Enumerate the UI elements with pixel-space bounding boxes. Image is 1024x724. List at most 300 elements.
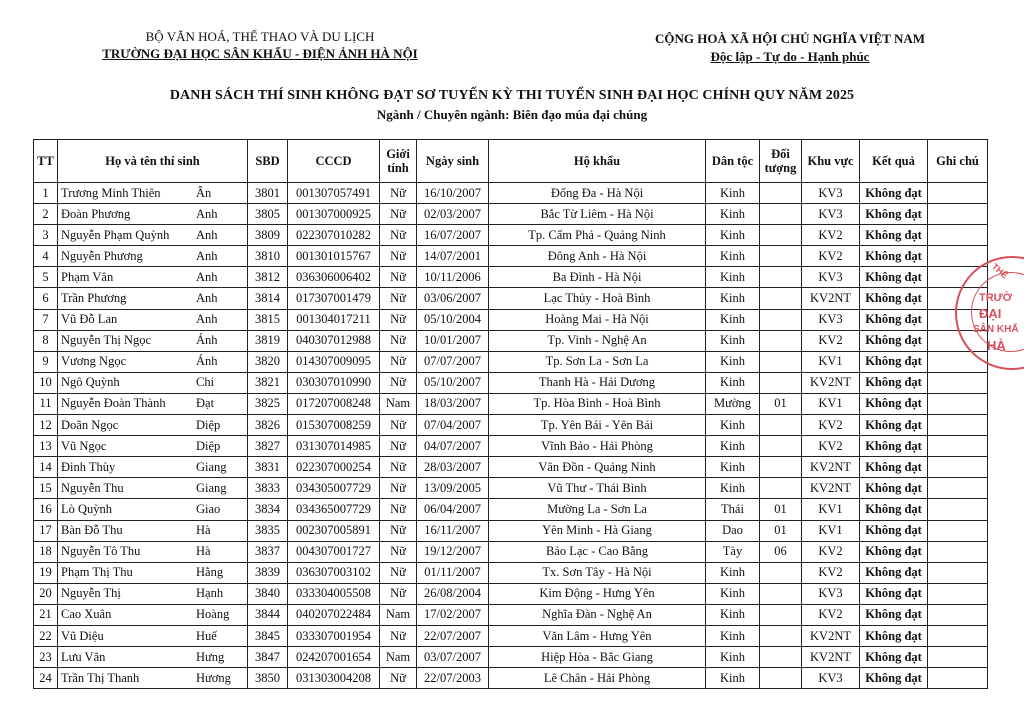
table-row [34, 541, 988, 562]
cell-gender: Nữ [380, 372, 417, 393]
cell-result: Không đạt [860, 309, 928, 330]
cell-dob: 13/09/2005 [417, 478, 489, 499]
cell-name [58, 478, 248, 499]
cell-ethnicity: Tày [706, 541, 760, 562]
cell-hometown: Ba Đình - Hà Nội [489, 267, 706, 288]
cell-result: Không đạt [860, 668, 928, 689]
given-name: Hưng [196, 649, 225, 664]
cell-gender: Nữ [380, 204, 417, 225]
cell-tt: 14 [34, 457, 58, 478]
cell-name [58, 246, 248, 267]
cell-hometown: Tp. Yên Bái - Yên Bái [489, 415, 706, 436]
cell-tt: 11 [34, 393, 58, 414]
cell-region: KV3 [802, 183, 860, 204]
cell-sbd: 3845 [248, 625, 288, 646]
cell-name [58, 415, 248, 436]
given-name: Anh [196, 269, 218, 284]
cell-name [58, 520, 248, 541]
cell-tt: 7 [34, 309, 58, 330]
cell-ethnicity: Kinh [706, 415, 760, 436]
given-name: Huế [196, 628, 217, 643]
table-row [34, 183, 988, 204]
cell-ethnicity: Kinh [706, 183, 760, 204]
cell-dob: 18/03/2007 [417, 393, 489, 414]
surname-middle: Lưu Văn [61, 649, 106, 664]
cell-ethnicity: Kinh [706, 625, 760, 646]
cell-name [58, 562, 248, 583]
cell-result: Không đạt [860, 604, 928, 625]
cell-hometown: Hiệp Hòa - Bắc Giang [489, 647, 706, 668]
school-name: TRƯỜNG ĐẠI HỌC SÂN KHẤU - ĐIỆN ẢNH HÀ NỘI [102, 46, 418, 61]
cell-region: KV2 [802, 562, 860, 583]
cell-tt: 13 [34, 436, 58, 457]
cell-cccd: 024207001654 [288, 647, 380, 668]
cell-ethnicity: Dao [706, 520, 760, 541]
cell-note [928, 604, 988, 625]
cell-priority [760, 204, 802, 225]
cell-dob: 05/10/2007 [417, 372, 489, 393]
cell-cccd: 031307014985 [288, 436, 380, 457]
cell-region: KV3 [802, 668, 860, 689]
surname-middle: Trần Thị Thanh [61, 670, 140, 685]
cell-gender: Nữ [380, 562, 417, 583]
cell-hometown: Thanh Hà - Hải Dương [489, 372, 706, 393]
cell-priority [760, 288, 802, 309]
cell-dob: 16/11/2007 [417, 520, 489, 541]
cell-dob: 22/07/2003 [417, 668, 489, 689]
cell-tt: 8 [34, 330, 58, 351]
cell-note [928, 225, 988, 246]
cell-hometown: Yên Minh - Hà Giang [489, 520, 706, 541]
cell-sbd: 3805 [248, 204, 288, 225]
cell-tt: 10 [34, 372, 58, 393]
cell-dob: 04/07/2007 [417, 436, 489, 457]
cell-sbd: 3821 [248, 372, 288, 393]
cell-cccd: 033304005508 [288, 583, 380, 604]
cell-tt: 9 [34, 351, 58, 372]
table-row [34, 330, 988, 351]
cell-hometown: Mường La - Sơn La [489, 499, 706, 520]
cell-priority: 01 [760, 393, 802, 414]
cell-ethnicity: Kinh [706, 204, 760, 225]
table-row [34, 520, 988, 541]
surname-middle: Nguyễn Thị [61, 586, 121, 601]
col-header-region: Khu vực [802, 140, 860, 183]
surname-middle: Ngô Quỳnh [61, 375, 120, 390]
cell-cccd: 031303004208 [288, 668, 380, 689]
cell-ethnicity: Kinh [706, 372, 760, 393]
cell-ethnicity: Kinh [706, 225, 760, 246]
cell-ethnicity: Kinh [706, 309, 760, 330]
cell-result: Không đạt [860, 647, 928, 668]
cell-note [928, 457, 988, 478]
cell-cccd: 036306006402 [288, 267, 380, 288]
given-name: Hà [196, 544, 211, 559]
cell-hometown: Hoàng Mai - Hà Nội [489, 309, 706, 330]
cell-gender: Nữ [380, 457, 417, 478]
cell-sbd: 3837 [248, 541, 288, 562]
cell-ethnicity: Kinh [706, 647, 760, 668]
cell-cccd: 036307003102 [288, 562, 380, 583]
cell-sbd: 3844 [248, 604, 288, 625]
table-row [34, 415, 988, 436]
cell-dob: 03/06/2007 [417, 288, 489, 309]
cell-hometown: Tp. Cẩm Phả - Quảng Ninh [489, 225, 706, 246]
cell-name [58, 604, 248, 625]
cell-dob: 26/08/2004 [417, 583, 489, 604]
cell-name [58, 499, 248, 520]
cell-hometown: Bảo Lạc - Cao Bằng [489, 541, 706, 562]
surname-middle: Vương Ngọc [61, 354, 127, 369]
given-name: Hoàng [196, 607, 230, 622]
cell-region: KV1 [802, 499, 860, 520]
cell-ethnicity: Kinh [706, 351, 760, 372]
cell-sbd: 3809 [248, 225, 288, 246]
cell-result: Không đạt [860, 351, 928, 372]
cell-region: KV2 [802, 415, 860, 436]
given-name: Hương [196, 670, 231, 685]
cell-sbd: 3812 [248, 267, 288, 288]
cell-gender: Nữ [380, 267, 417, 288]
cell-tt: 18 [34, 541, 58, 562]
table-header-row [34, 140, 988, 183]
cell-priority [760, 225, 802, 246]
cell-sbd: 3833 [248, 478, 288, 499]
cell-gender: Nữ [380, 246, 417, 267]
given-name: Giao [196, 501, 221, 516]
cell-result: Không đạt [860, 288, 928, 309]
surname-middle: Lò Quỳnh [61, 501, 113, 516]
cell-sbd: 3839 [248, 562, 288, 583]
cell-gender: Nữ [380, 436, 417, 457]
cell-cccd: 022307010282 [288, 225, 380, 246]
cell-gender: Nữ [380, 541, 417, 562]
cell-priority [760, 436, 802, 457]
cell-tt: 21 [34, 604, 58, 625]
cell-note [928, 668, 988, 689]
col-header-hometown: Hộ khẩu [489, 140, 706, 183]
surname-middle: Trần Phương [61, 291, 127, 306]
cell-sbd: 3831 [248, 457, 288, 478]
cell-dob: 01/11/2007 [417, 562, 489, 583]
cell-dob: 06/04/2007 [417, 499, 489, 520]
col-header-ethnicity: Dân tộc [706, 140, 760, 183]
cell-result: Không đạt [860, 246, 928, 267]
cell-hometown: Vĩnh Bảo - Hải Phòng [489, 436, 706, 457]
cell-tt: 22 [34, 625, 58, 646]
cell-hometown: Nghĩa Đàn - Nghệ An [489, 604, 706, 625]
cell-result: Không đạt [860, 478, 928, 499]
cell-cccd: 033307001954 [288, 625, 380, 646]
cell-gender: Nữ [380, 309, 417, 330]
document-subtitle: Ngành / Chuyên ngành: Biên đạo múa đại chúng [376, 107, 648, 122]
cell-priority [760, 183, 802, 204]
cell-tt: 12 [34, 415, 58, 436]
cell-ethnicity: Thái [706, 499, 760, 520]
cell-sbd: 3835 [248, 520, 288, 541]
official-seal-stamp: THỂ TRƯỜ ĐẠI SÂN KHẤ HÀ [955, 256, 1024, 370]
cell-ethnicity: Kinh [706, 668, 760, 689]
col-header-priority: Đối tượng [760, 140, 802, 183]
cell-note [928, 541, 988, 562]
cell-priority [760, 562, 802, 583]
cell-dob: 10/11/2006 [417, 267, 489, 288]
cell-region: KV1 [802, 520, 860, 541]
given-name: Diệp [196, 438, 221, 453]
cell-cccd: 030307010990 [288, 372, 380, 393]
cell-region: KV2 [802, 330, 860, 351]
cell-gender: Nữ [380, 499, 417, 520]
surname-middle: Doãn Ngọc [61, 417, 119, 432]
col-header-dob: Ngày sinh [417, 140, 489, 183]
table-row [34, 267, 988, 288]
surname-middle: Nguyễn Thị Ngọc [61, 333, 152, 348]
cell-region: KV2NT [802, 647, 860, 668]
cell-priority [760, 309, 802, 330]
cell-priority [760, 478, 802, 499]
given-name: Đạt [196, 396, 215, 411]
table-row [34, 204, 988, 225]
table-row [34, 225, 988, 246]
cell-sbd: 3801 [248, 183, 288, 204]
cell-tt: 1 [34, 183, 58, 204]
cell-note [928, 583, 988, 604]
cell-region: KV2 [802, 246, 860, 267]
cell-hometown: Tx. Sơn Tây - Hà Nội [489, 562, 706, 583]
cell-cccd: 001304017211 [288, 309, 380, 330]
table-row [34, 372, 988, 393]
cell-priority: 01 [760, 499, 802, 520]
cell-cccd: 034365007729 [288, 499, 380, 520]
cell-gender: Nam [380, 647, 417, 668]
cell-result: Không đạt [860, 183, 928, 204]
cell-result: Không đạt [860, 372, 928, 393]
cell-region: KV2 [802, 541, 860, 562]
table-row [34, 393, 988, 414]
given-name: Diệp [196, 417, 221, 432]
cell-priority: 06 [760, 541, 802, 562]
cell-cccd: 040307012988 [288, 330, 380, 351]
cell-cccd: 015307008259 [288, 415, 380, 436]
cell-note [928, 246, 988, 267]
given-name: Hằng [196, 565, 224, 580]
cell-tt: 16 [34, 499, 58, 520]
cell-priority [760, 604, 802, 625]
cell-cccd: 004307001727 [288, 541, 380, 562]
cell-dob: 02/03/2007 [417, 204, 489, 225]
cell-sbd: 3820 [248, 351, 288, 372]
cell-priority [760, 372, 802, 393]
cell-priority [760, 351, 802, 372]
cell-dob: 17/02/2007 [417, 604, 489, 625]
surname-middle: Trương Minh Thiên [61, 185, 161, 200]
cell-ethnicity: Kinh [706, 457, 760, 478]
cell-result: Không đạt [860, 267, 928, 288]
table-row [34, 604, 988, 625]
surname-middle: Nguyễn Đoàn Thành [61, 396, 166, 411]
cell-note [928, 436, 988, 457]
cell-name [58, 647, 248, 668]
table-row [34, 436, 988, 457]
cell-tt: 6 [34, 288, 58, 309]
cell-priority [760, 415, 802, 436]
cell-ethnicity: Kinh [706, 436, 760, 457]
given-name: Anh [196, 291, 218, 306]
table-row [34, 647, 988, 668]
cell-hometown: Tp. Sơn La - Sơn La [489, 351, 706, 372]
given-name: Ân [196, 185, 212, 200]
cell-sbd: 3814 [248, 288, 288, 309]
cell-dob: 16/07/2007 [417, 225, 489, 246]
cell-name [58, 393, 248, 414]
cell-dob: 07/07/2007 [417, 351, 489, 372]
cell-hometown: Đông Anh - Hà Nội [489, 246, 706, 267]
cell-gender: Nữ [380, 225, 417, 246]
cell-name [58, 372, 248, 393]
cell-note [928, 562, 988, 583]
col-header-name: Họ và tên thí sinh [58, 140, 248, 183]
cell-name [58, 309, 248, 330]
cell-dob: 10/01/2007 [417, 330, 489, 351]
surname-middle: Vũ Ngọc [61, 438, 107, 453]
national-motto: Độc lập - Tự do - Hạnh phúc [710, 49, 870, 64]
cell-cccd: 014307009095 [288, 351, 380, 372]
cell-gender: Nữ [380, 625, 417, 646]
cell-name [58, 351, 248, 372]
cell-gender: Nữ [380, 668, 417, 689]
table-row [34, 583, 988, 604]
cell-cccd: 002307005891 [288, 520, 380, 541]
given-name: Anh [196, 206, 218, 221]
cell-tt: 23 [34, 647, 58, 668]
surname-middle: Nguyễn Thu [61, 480, 124, 495]
cell-gender: Nữ [380, 520, 417, 541]
cell-tt: 19 [34, 562, 58, 583]
cell-ethnicity: Kinh [706, 330, 760, 351]
cell-hometown: Vân Đồn - Quảng Ninh [489, 457, 706, 478]
cell-note [928, 183, 988, 204]
cell-region: KV3 [802, 583, 860, 604]
given-name: Hạnh [196, 586, 224, 601]
cell-result: Không đạt [860, 225, 928, 246]
cell-hometown: Tp. Hòa Bình - Hoà Bình [489, 393, 706, 414]
cell-region: KV3 [802, 204, 860, 225]
cell-note [928, 625, 988, 646]
cell-priority [760, 647, 802, 668]
cell-tt: 24 [34, 668, 58, 689]
cell-priority [760, 625, 802, 646]
col-header-sbd: SBD [248, 140, 288, 183]
cell-result: Không đạt [860, 393, 928, 414]
cell-gender: Nữ [380, 183, 417, 204]
cell-gender: Nữ [380, 351, 417, 372]
cell-gender: Nam [380, 393, 417, 414]
table-row [34, 351, 988, 372]
cell-region: KV3 [802, 309, 860, 330]
ministry-name: BỘ VĂN HOÁ, THỂ THAO VÀ DU LỊCH [145, 29, 375, 44]
document-title: DANH SÁCH THÍ SINH KHÔNG ĐẠT SƠ TUYỂN KỲ THI TUYỂN SINH ĐẠI HỌC CHÍNH QUY NĂM 2025 [169, 88, 855, 103]
given-name: Ánh [196, 333, 218, 348]
cell-sbd: 3825 [248, 393, 288, 414]
cell-cccd: 022307000254 [288, 457, 380, 478]
col-header-note: Ghi chú [928, 140, 988, 183]
table-row [34, 668, 988, 689]
header-right [630, 30, 950, 66]
cell-tt: 3 [34, 225, 58, 246]
table-row [34, 309, 988, 330]
cell-ethnicity: Kinh [706, 604, 760, 625]
given-name: Giang [196, 480, 227, 495]
given-name: Anh [196, 227, 218, 242]
cell-ethnicity: Mường [706, 393, 760, 414]
cell-hometown: Lê Chân - Hải Phòng [489, 668, 706, 689]
given-name: Anh [196, 248, 218, 263]
given-name: Anh [196, 312, 218, 327]
cell-tt: 17 [34, 520, 58, 541]
cell-gender: Nữ [380, 478, 417, 499]
table-row [34, 625, 988, 646]
col-header-result: Kết quả [860, 140, 928, 183]
cell-tt: 2 [34, 204, 58, 225]
cell-region: KV1 [802, 393, 860, 414]
cell-name [58, 436, 248, 457]
cell-note [928, 647, 988, 668]
candidate-table [33, 139, 988, 689]
cell-region: KV2 [802, 604, 860, 625]
cell-dob: 28/03/2007 [417, 457, 489, 478]
cell-note [928, 415, 988, 436]
cell-region: KV2 [802, 436, 860, 457]
cell-region: KV2NT [802, 457, 860, 478]
cell-name [58, 267, 248, 288]
given-name: Giang [196, 459, 227, 474]
cell-note [928, 204, 988, 225]
cell-sbd: 3815 [248, 309, 288, 330]
col-header-cccd: CCCD [288, 140, 380, 183]
cell-cccd: 001307057491 [288, 183, 380, 204]
cell-dob: 16/10/2007 [417, 183, 489, 204]
cell-gender: Nữ [380, 288, 417, 309]
cell-dob: 19/12/2007 [417, 541, 489, 562]
given-name: Ánh [196, 354, 218, 369]
table-row [34, 562, 988, 583]
cell-cccd: 034305007729 [288, 478, 380, 499]
cell-region: KV2 [802, 225, 860, 246]
cell-priority [760, 267, 802, 288]
cell-gender: Nữ [380, 330, 417, 351]
cell-gender: Nam [380, 604, 417, 625]
cell-result: Không đạt [860, 583, 928, 604]
cell-cccd: 017207008248 [288, 393, 380, 414]
cell-region: KV3 [802, 267, 860, 288]
cell-name [58, 583, 248, 604]
cell-priority [760, 583, 802, 604]
cell-priority [760, 246, 802, 267]
cell-gender: Nữ [380, 583, 417, 604]
cell-name [58, 204, 248, 225]
cell-result: Không đạt [860, 520, 928, 541]
cell-region: KV1 [802, 351, 860, 372]
table-row [34, 499, 988, 520]
cell-sbd: 3840 [248, 583, 288, 604]
cell-tt: 20 [34, 583, 58, 604]
cell-priority [760, 330, 802, 351]
cell-ethnicity: Kinh [706, 583, 760, 604]
given-name: Chi [196, 375, 215, 390]
cell-result: Không đạt [860, 457, 928, 478]
cell-sbd: 3850 [248, 668, 288, 689]
table-row [34, 457, 988, 478]
